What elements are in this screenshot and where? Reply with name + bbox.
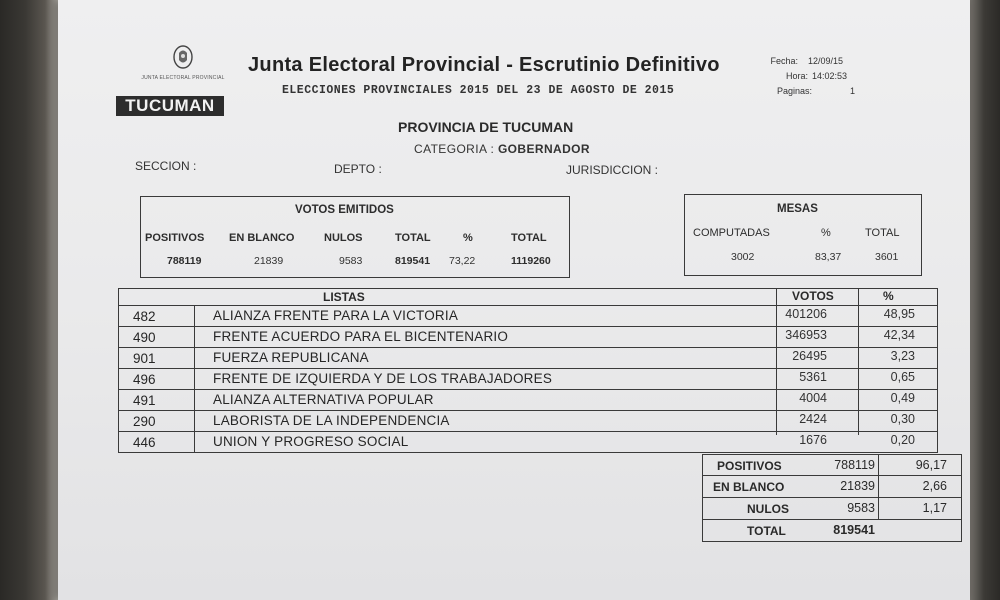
fecha-label: Fecha:: [770, 56, 798, 66]
paginas-label: Paginas:: [776, 86, 812, 96]
fecha-value: 12/09/15: [808, 56, 844, 66]
column-divider: [776, 288, 777, 435]
lista-votes: 2424: [799, 412, 827, 426]
lista-name: ALIANZA FRENTE PARA LA VICTORIA: [213, 308, 459, 323]
lista-votes: 5361: [799, 370, 827, 384]
table-row: [118, 369, 938, 390]
table-row: [118, 306, 938, 327]
lista-votes: 401206: [785, 307, 827, 321]
ve-col-positivos: POSITIVOS: [145, 232, 205, 244]
logo-block: [128, 44, 238, 81]
summary-label: POSITIVOS: [717, 459, 782, 473]
mesas-box: [684, 194, 922, 276]
summary-pct: 1,17: [922, 501, 947, 515]
seal-text: JUNTA ELECTORAL PROVINCIAL: [141, 75, 225, 81]
summary-pct: 2,66: [922, 479, 947, 493]
summary-row: [702, 520, 962, 542]
summary-row: [702, 476, 962, 498]
table-row: [118, 390, 938, 411]
paginas-value: 1: [850, 86, 856, 96]
seal-icon: [170, 44, 196, 70]
lista-name: ALIANZA ALTERNATIVA POPULAR: [213, 392, 434, 407]
summary-row: [702, 498, 962, 520]
ve-val-nulos: 9583: [339, 255, 363, 267]
pct-header-label: %: [883, 289, 894, 303]
table-row: [118, 327, 938, 348]
lista-name: FRENTE ACUERDO PARA EL BICENTENARIO: [213, 329, 509, 344]
lista-name: FUERZA REPUBLICANA: [213, 350, 369, 365]
lista-votes: 4004: [799, 391, 827, 405]
seccion-label: SECCION :: [135, 159, 197, 173]
summary-value: 819541: [833, 523, 875, 537]
lista-pct: 3,23: [890, 349, 915, 363]
column-divider: [858, 288, 859, 435]
categoria-line: [414, 142, 590, 156]
mesas-col-total: TOTAL: [865, 227, 900, 239]
summary-row: [702, 454, 962, 476]
ve-val-pct: 73,22: [449, 255, 476, 267]
categoria-value: GOBERNADOR: [497, 142, 590, 156]
mesas-val-computadas: 3002: [731, 251, 755, 263]
summary-label: NULOS: [747, 502, 789, 516]
province-heading: PROVINCIA DE TUCUMAN: [398, 119, 574, 135]
lista-number: 290: [133, 414, 156, 429]
lista-number: 901: [133, 351, 156, 366]
lista-votes: 26495: [792, 349, 827, 363]
ve-col-pct: %: [463, 232, 473, 244]
document-page: [58, 0, 970, 600]
summary-label: TOTAL: [747, 524, 786, 538]
lista-pct: 0,20: [890, 433, 915, 447]
ve-val-total: 819541: [395, 255, 431, 267]
summary-label: EN BLANCO: [713, 480, 785, 494]
jurisdiccion-label: JURISDICCION :: [566, 163, 659, 177]
column-divider: [194, 306, 195, 453]
listas-header-row: [118, 288, 938, 306]
page-subtitle: ELECCIONES PROVINCIALES 2015 DEL 23 DE AGOSTO DE 2015: [282, 84, 675, 97]
votos-emitidos-box: [140, 196, 570, 278]
lista-votes: 346953: [785, 328, 827, 342]
table-row: [118, 348, 938, 369]
lista-pct: 0,49: [890, 391, 915, 405]
lista-number: 482: [133, 309, 156, 324]
lista-number: 490: [133, 330, 156, 345]
lista-pct: 0,30: [890, 412, 915, 426]
mesas-col-pct: %: [821, 227, 831, 239]
lista-number: 491: [133, 393, 156, 408]
table-row: [118, 432, 938, 453]
ve-val-en-blanco: 21839: [254, 255, 284, 267]
votos-header-label: VOTOS: [792, 289, 834, 303]
lista-votes: 1676: [799, 433, 827, 447]
summary-value: 21839: [840, 479, 875, 493]
votos-emitidos-title: VOTOS EMITIDOS: [295, 204, 394, 216]
summary-pct: 96,17: [915, 458, 947, 472]
hora-value: 14:02:53: [812, 71, 848, 81]
summary-value: 788119: [834, 458, 875, 472]
table-row: [118, 411, 938, 432]
mesas-val-total: 3601: [875, 251, 899, 263]
ve-col-nulos: NULOS: [324, 232, 363, 244]
categoria-label: CATEGORIA :: [414, 142, 495, 156]
page-title: Junta Electoral Provincial - Escrutinio Definitivo: [248, 54, 720, 76]
mesas-col-computadas: COMPUTADAS: [693, 227, 770, 239]
lista-name: UNION Y PROGRESO SOCIAL: [213, 434, 409, 449]
lista-number: 446: [133, 435, 156, 450]
depto-label: DEPTO :: [334, 162, 382, 176]
lista-number: 496: [133, 372, 156, 387]
summary-value: 9583: [847, 501, 875, 515]
mesas-title: MESAS: [777, 203, 818, 215]
ve-val-positivos: 788119: [167, 255, 202, 267]
lista-name: FRENTE DE IZQUIERDA Y DE LOS TRABAJADORES: [213, 371, 553, 386]
mesas-val-pct: 83,37: [815, 251, 842, 263]
column-divider: [878, 454, 879, 520]
ve-col-total: TOTAL: [395, 232, 431, 244]
lista-pct: 0,65: [890, 370, 915, 384]
lista-pct: 48,95: [883, 307, 915, 321]
ve-col-en-blanco: EN BLANCO: [229, 232, 295, 244]
province-badge: TUCUMAN: [116, 96, 224, 116]
listas-header-label: LISTAS: [323, 290, 365, 304]
ve-val-total-electores: 1119260: [511, 255, 551, 267]
hora-label: Hora:: [785, 71, 808, 81]
lista-name: LABORISTA DE LA INDEPENDENCIA: [213, 413, 450, 428]
lista-pct: 42,34: [883, 328, 915, 342]
ve-col-total-electores: TOTAL: [511, 232, 547, 244]
